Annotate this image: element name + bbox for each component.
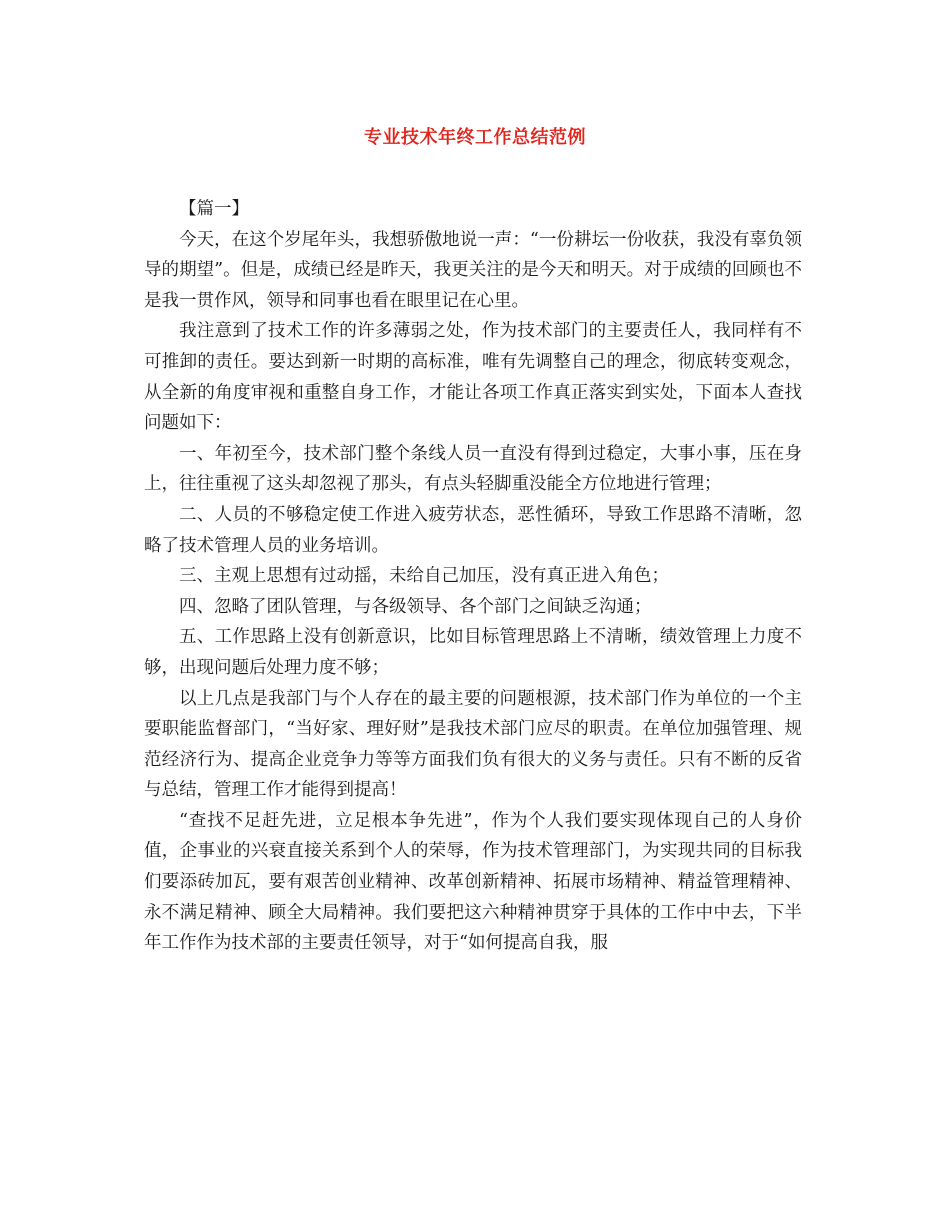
paragraph: 以上几点是我部门与个人存在的最主要的问题根源，技术部门作为单位的一个主要职能监督部门，“当好家、理好财”是我技术部门应尽的职责。在单位加强管理、规范经济行为、提高企业竞争力等等方面我们负有很大的义务与责任。只有不断的反省与总结，管理工作才能得到提高！ <box>144 688 802 801</box>
paragraph: 五、工作思路上没有创新意识，比如目标管理思路上不清晰，绩效管理上力度不够，出现问题后处理力度不够； <box>144 627 802 678</box>
paragraph: 一、年初至今，技术部门整个条线人员一直没有得到过稳定，大事小事，压在身上，往往重视了这头却忽视了那头，有点头轻脚重没能全方位地进行管理； <box>144 443 802 495</box>
document-title: 专业技术年终工作总结范例 <box>364 127 586 148</box>
paragraph: “查找不足赶先进，立足根本争先进”，作为个人我们要实现体现自己的人身价值，企事业的兴衰直接关系到个人的荣辱，作为技术管理部门，为实现共同的目标我们要添砖加瓦，要有艰苦创业精神、改革创新精神、拓展市场精神、精益管理精神、永不满足精神、顾全大局精神。我们要把这六种精神贯穿于具体的工作中中去，下半年工作作为技术部的主要责任领导，对于“如何提高自我，服 <box>144 810 802 954</box>
paragraph: 今天，在这个岁尾年头，我想骄傲地说一声：“一份耕坛一份收获，我没有辜负领导的期望”。但是，成绩已经是昨天，我更关注的是今天和明天。对于成绩的回顾也不是我一贯作风，领导和同事也看在眼里记在心里。 <box>144 229 802 311</box>
paragraph: 二、人员的不够稳定使工作进入疲劳状态，恶性循环，导致工作思路不清晰，忽略了技术管理人员的业务培训。 <box>144 504 802 556</box>
paragraph: 四、忽略了团队管理，与各级领导、各个部门之间缺乏沟通； <box>179 596 652 617</box>
paragraph: 三、主观上思想有过动摇，未给自己加压，没有真正进入角色； <box>179 566 669 587</box>
document-body <box>144 194 802 959</box>
paragraph: 我注意到了技术工作的许多薄弱之处，作为技术部门的主要责任人，我同样有不可推卸的责任。要达到新一时期的高标准，唯有先调整自己的理念，彻底转变观念，从全新的角度审视和重整自身工作，才能让各项工作真正落实到实处，下面本人查找问题如下： <box>144 321 802 434</box>
section-label: 【篇一】 <box>179 199 249 219</box>
